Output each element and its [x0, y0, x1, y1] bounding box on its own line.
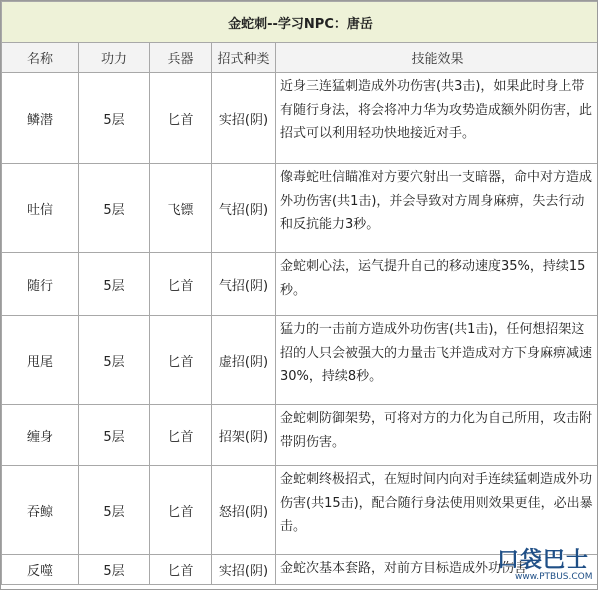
skill-type: 气招(阴) — [212, 164, 276, 253]
skill-name: 甩尾 — [2, 316, 79, 405]
table-row — [2, 253, 599, 316]
skill-power: 5层 — [79, 164, 150, 253]
skill-power: 5层 — [79, 466, 150, 555]
table-row — [2, 73, 599, 164]
header-effect: 技能效果 — [276, 43, 599, 73]
skill-type: 招架(阴) — [212, 405, 276, 466]
skill-weapon: 匕首 — [150, 555, 212, 585]
skill-name: 随行 — [2, 253, 79, 316]
skill-effect: 金蛇刺心法，运气提升自己的移动速度35%，持续15秒。 — [276, 253, 599, 316]
skill-effect: 金蛇刺终极招式，在短时间内向对手连续猛刺造成外功伤害(共15击)，配合随行身法使用则效果更佳，必出暴击。 — [276, 466, 599, 555]
skill-weapon: 匕首 — [150, 405, 212, 466]
skill-name: 鳞潜 — [2, 73, 79, 164]
table-row — [2, 164, 599, 253]
header-weapon: 兵器 — [150, 43, 212, 73]
skill-power: 5层 — [79, 73, 150, 164]
watermark-logo — [493, 543, 593, 587]
skill-weapon: 匕首 — [150, 466, 212, 555]
skill-weapon: 匕首 — [150, 73, 212, 164]
watermark-url: www.PTBUS.COM — [515, 572, 593, 582]
skill-name: 吞鲸 — [2, 466, 79, 555]
skill-weapon: 飞镖 — [150, 164, 212, 253]
skill-effect: 猛力的一击前方造成外功伤害(共1击)，任何想招架这招的人只会被强大的力量击飞并造成对方下身麻痹减速30%，持续8秒。 — [276, 316, 599, 405]
skill-type: 虚招(阴) — [212, 316, 276, 405]
skill-power: 5层 — [79, 405, 150, 466]
table-header-row — [2, 43, 599, 73]
header-name: 名称 — [2, 43, 79, 73]
skill-effect: 金蛇刺防御架势，可将对方的力化为自己所用，攻击附带阴伤害。 — [276, 405, 599, 466]
skill-power: 5层 — [79, 253, 150, 316]
skill-effect: 金蛇次基本套路，对前方目标造成外功伤害 — [276, 555, 599, 585]
header-power: 功力 — [79, 43, 150, 73]
skill-effect: 近身三连猛刺造成外功伤害(共3击)，如果此时身上带有随行身法，将会将冲力华为攻势造成额外阴伤害，此招式可以利用轻功快地接近对手。 — [276, 73, 599, 164]
table-row — [2, 466, 599, 555]
skill-table — [1, 1, 598, 585]
skill-power: 5层 — [79, 555, 150, 585]
skill-name: 吐信 — [2, 164, 79, 253]
skill-type: 实招(阴) — [212, 73, 276, 164]
table-title-row — [2, 2, 599, 43]
skill-name: 反噬 — [2, 555, 79, 585]
table-row — [2, 405, 599, 466]
skill-name: 缠身 — [2, 405, 79, 466]
skill-effect: 像毒蛇吐信瞄准对方要穴射出一支暗器，命中对方造成外功伤害(共1击)，并会导致对方周身麻痹，失去行动和反抗能力3秒。 — [276, 164, 599, 253]
table-row — [2, 316, 599, 405]
table-title: 金蛇刺--学习NPC：唐岳 — [2, 2, 599, 43]
skill-type: 气招(阴) — [212, 253, 276, 316]
skill-type: 怒招(阴) — [212, 466, 276, 555]
skill-weapon: 匕首 — [150, 253, 212, 316]
skill-type: 实招(阴) — [212, 555, 276, 585]
skill-weapon: 匕首 — [150, 316, 212, 405]
watermark-brand: 口袋巴士 — [497, 548, 590, 573]
skill-power: 5层 — [79, 316, 150, 405]
header-type: 招式种类 — [212, 43, 276, 73]
